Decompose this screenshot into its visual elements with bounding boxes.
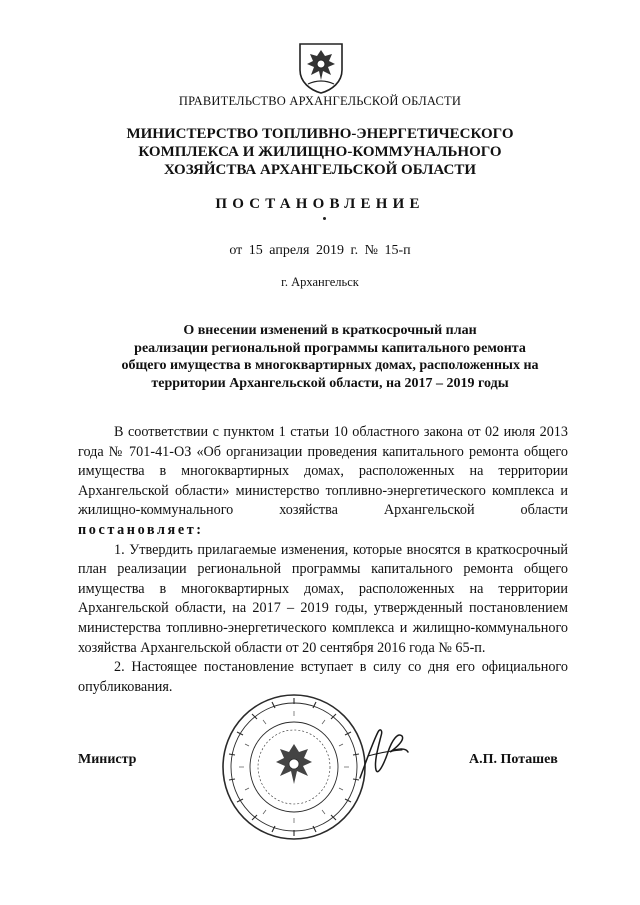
item-1-paragraph: 1. Утвердить прилагаемые изменения, которые вносятся в краткосрочный план реализации региональной программы капитального ремонта общего имущества в многоквартирных домах, расположенных на территории Архангельской области, на 2017 – 2019 годы, утвержденный постановлением министерства топливно-энергетического комплекса и жилищно-коммунального хозяйства Архангельской области от 20 сентября 2016 года № 65-п. xyxy=(78,541,568,656)
preamble-text: В соответствии с пунктом 1 статьи 10 областного закона от 02 июля 2013 года № 701-41-ОЗ «Об организации проведения капитального ремонта общего имущества в многоквартирных домах, расположенных на территории Архангельской области» министерство топливно-энергетического комплекса и жилищно-коммунального хозяйства Архангельской области xyxy=(78,424,568,519)
document-body xyxy=(78,423,568,697)
ministry-name xyxy=(0,125,640,179)
resolves-word: постановляет: xyxy=(78,521,204,538)
item-2-paragraph: 2. Настоящее постановление вступает в силу со дня его официального опубликования. xyxy=(78,659,568,695)
ministry-line: КОМПЛЕКСА И ЖИЛИЩНО-КОММУНАЛЬНОГО xyxy=(138,144,502,160)
official-seal-icon xyxy=(220,692,368,842)
ministry-line: МИНИСТЕРСТВО ТОПЛИВНО-ЭНЕРГЕТИЧЕСКОГО xyxy=(126,126,514,142)
title-line: реализации региональной программы капитального ремонта xyxy=(134,340,526,356)
preamble-paragraph xyxy=(78,423,568,541)
handwritten-signature-icon xyxy=(352,718,414,788)
document-type: ПОСТАНОВЛЕНИЕ xyxy=(215,196,425,212)
coat-of-arms-icon xyxy=(296,40,346,94)
document-date-number: от 15 апреля 2019 г. № 15-п xyxy=(229,243,411,258)
signer-title: Министр xyxy=(78,752,137,767)
title-line: О внесении изменений в краткосрочный план xyxy=(183,323,477,338)
signer-name: А.П. Поташев xyxy=(469,752,558,767)
punch-mark xyxy=(323,217,326,220)
document-title xyxy=(60,322,600,392)
document-city: г. Архангельск xyxy=(281,275,359,289)
ministry-line: ХОЗЯЙСТВА АРХАНГЕЛЬСКОЙ ОБЛАСТИ xyxy=(163,162,477,178)
title-line: общего имущества в многоквартирных домах, расположенных на xyxy=(121,358,539,373)
government-name: ПРАВИТЕЛЬСТВО АРХАНГЕЛЬСКОЙ ОБЛАСТИ xyxy=(178,94,462,108)
title-line: территории Архангельской области, на 2017 – 2019 годы xyxy=(151,375,509,391)
